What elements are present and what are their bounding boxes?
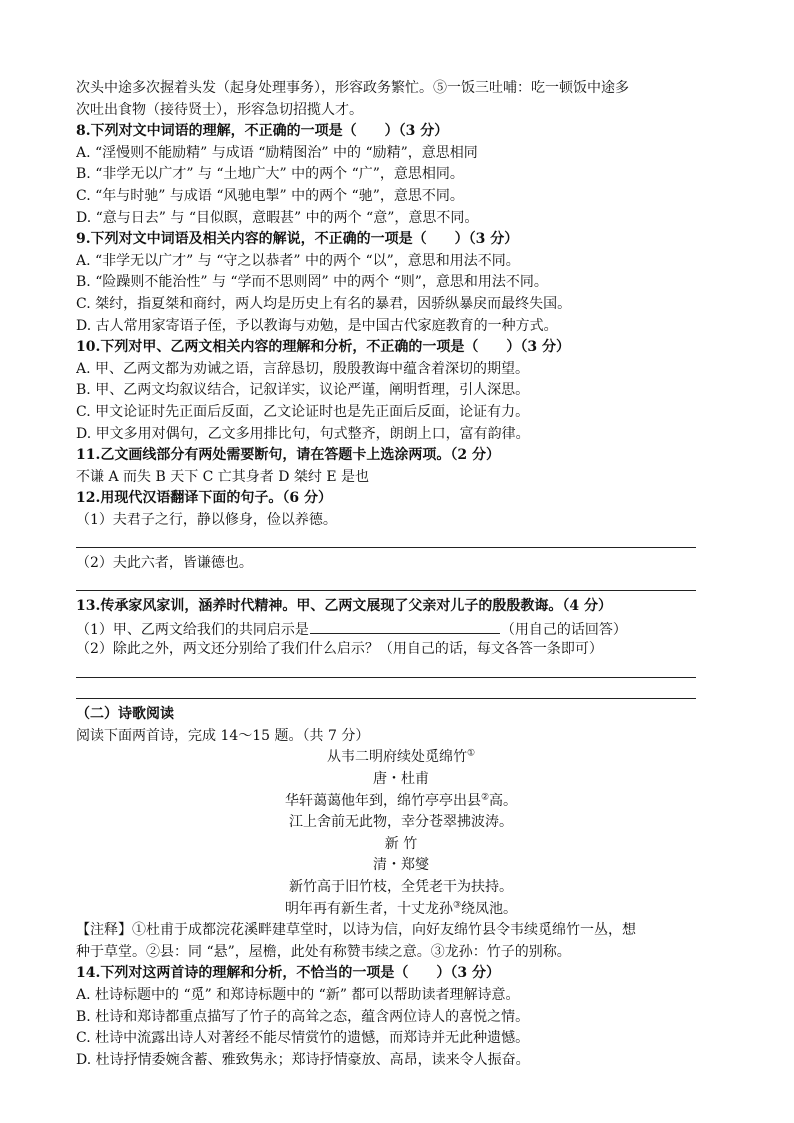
q13-part-1-hint: （用自己的话回答） (500, 621, 627, 638)
q14-option-d: D. 杜诗抒情委婉含蓄、雅致隽永；郑诗抒情豪放、高昂，读来令人振奋。 (76, 1051, 530, 1068)
poem-1-line-1-a: 华轩蔼蔼他年到，绵竹亭亭出县 (284, 792, 481, 809)
poem-1-line-1 (76, 791, 726, 813)
answer-line[interactable] (76, 683, 726, 705)
notes-line: 种于草堂。②县：同 “悬”，屋檐，此处有称赞韦续之意。③龙孙：竹子的别称。 (76, 943, 571, 960)
poem-1-title-text: 从韦二明府续处觅绵竹 (326, 749, 467, 766)
q14-option-b: B. 杜诗和郑诗都重点描写了竹子的高耸之态，蕴含两位诗人的喜悦之情。 (76, 1008, 530, 1025)
answer-line[interactable] (76, 575, 726, 597)
q8-option-a: A. “淫慢则不能励精” 与成语 “励精图治” 中的 “励精”，意思相同 (76, 144, 478, 161)
q8-option-b: B. “非学无以广才” 与 “土地广大” 中的两个 “广”，意思相同。 (76, 166, 464, 183)
section-instruction: 阅读下面两首诗，完成 14～15 题。（共 7 分） (76, 727, 370, 744)
section-title: （二）诗歌阅读 (76, 706, 174, 723)
question-12-stem: 12.用现代汉语翻译下面的句子。（6 分） (76, 490, 332, 507)
answer-blank[interactable] (310, 618, 500, 634)
question-13-stem: 13.传承家风家训，涵养时代精神。甲、乙两文展现了父亲对儿子的殷殷教诲。（4 分） (76, 598, 612, 615)
poem-1-line-1-b: 高。 (489, 792, 518, 809)
q13-part-2: （2）除此之外，两文还分别给了我们什么启示？（用自己的话，每文各答一条即可） (76, 641, 603, 658)
q14-option-c: C. 杜诗中流露出诗人对著经不能尽情赏竹的遗憾，而郑诗并无此种遗憾。 (76, 1030, 530, 1047)
q8-option-c: C. “年与时驰” 与成语 “风驰电掣” 中的两个 “驰”，意思不同。 (76, 187, 464, 204)
poem-2-line-2-b: 绕凤池。 (461, 900, 518, 917)
poem-2-title: 新 竹 (384, 835, 418, 852)
question-8-stem: 8.下列对文中词语的理解，不正确的一项是（ ）（3 分） (76, 123, 449, 140)
poem-2-line-2-a: 明年再有新生者，十丈龙孙 (284, 900, 453, 917)
q12-sentence-1: （1）夫君子之行，静以修身，俭以养德。 (76, 511, 337, 528)
q9-option-b: B. “险躁则不能治性” 与 “学而不思则罔” 中的两个 “则”，意思和用法不同。 (76, 274, 548, 291)
footnote-marker: ③ (452, 899, 462, 910)
q8-option-d: D. “意与日去” 与 “目似瞑，意暇甚” 中的两个 “意”，意思不同。 (76, 209, 479, 226)
q13-part-1-prompt: （1）甲、乙两文给我们的共同启示是 (76, 621, 309, 638)
poem-2-line-2 (76, 899, 726, 921)
question-14-stem: 14.下列对这两首诗的理解和分析，不恰当的一项是（ ）（3 分） (76, 965, 500, 982)
q10-option-a: A. 甲、乙两文都为劝诫之语，言辞恳切，殷殷教诲中蕴含着深切的期望。 (76, 360, 530, 377)
question-10-stem: 10.下列对甲、乙两文相关内容的理解和分析，不正确的一项是（ ）（3 分） (76, 339, 570, 356)
poem-1-author: 唐・杜甫 (373, 771, 429, 787)
q10-option-b: B. 甲、乙两文均叙议结合，记叙详实，议论严谨，阐明哲理，引人深思。 (76, 382, 530, 399)
q11-text: 不谦 A 而失 B 天下 C 亡其身者 D 桀纣 E 是也 (76, 468, 370, 485)
intro-line: 次吐出食物（接待贤士），形容急切招揽人才。 (76, 101, 363, 118)
q9-option-c: C. 桀纣，指夏桀和商纣，两人均是历史上有名的暴君，因骄纵暴戾而最终失国。 (76, 295, 572, 312)
footnote-marker: ① (466, 748, 476, 759)
q9-option-d: D. 古人常用家寄语子侄，予以教诲与劝勉，是中国古代家庭教育的一种方式。 (76, 317, 558, 334)
answer-line[interactable] (76, 531, 726, 553)
answer-line[interactable] (76, 661, 726, 683)
q12-sentence-2: （2）夫此六者，皆谦德也。 (76, 555, 253, 572)
exam-page (76, 78, 726, 1071)
notes-line: 【注释】①杜甫于成都浣花溪畔建草堂时，以诗为信，向好友绵竹县令韦续觅绵竹一丛，想 (76, 922, 636, 939)
poem-1-title (76, 747, 726, 769)
q13-part-1 (76, 618, 726, 640)
footnote-marker: ② (480, 791, 490, 802)
q9-option-a: A. “非学无以广才” 与 “守之以恭者” 中的两个 “以”，意思和用法不同。 (76, 252, 520, 269)
q14-option-a: A. 杜诗标题中的 “觅” 和郑诗标题中的 “新” 都可以帮助读者理解诗意。 (76, 986, 520, 1003)
question-11-stem: 11.乙文画线部分有两处需要断句，请在答题卡上选涂两项。（2 分） (76, 447, 500, 464)
q10-option-d: D. 甲文多用对偶句，乙文多用排比句，句式整齐，朗朗上口，富有韵律。 (76, 425, 530, 442)
question-9-stem: 9.下列对文中词语及相关内容的解说，不正确的一项是（ ）（3 分） (76, 231, 519, 248)
poem-2-line-1: 新竹高于旧竹枝，全凭老干为扶持。 (289, 878, 513, 895)
poem-2-author: 清・郑燮 (373, 857, 429, 874)
intro-line: 次头中途多次握着头发（起身处理事务），形容政务繁忙。⑤一饭三吐哺：吃一顿饭中途多 (76, 80, 629, 96)
q10-option-c: C. 甲文论证时先正面后反面，乙文论证时也是先正面后反面，论证有力。 (76, 403, 530, 420)
poem-1-line-2: 江上舍前无此物，幸分苍翠拂波涛。 (289, 814, 513, 831)
